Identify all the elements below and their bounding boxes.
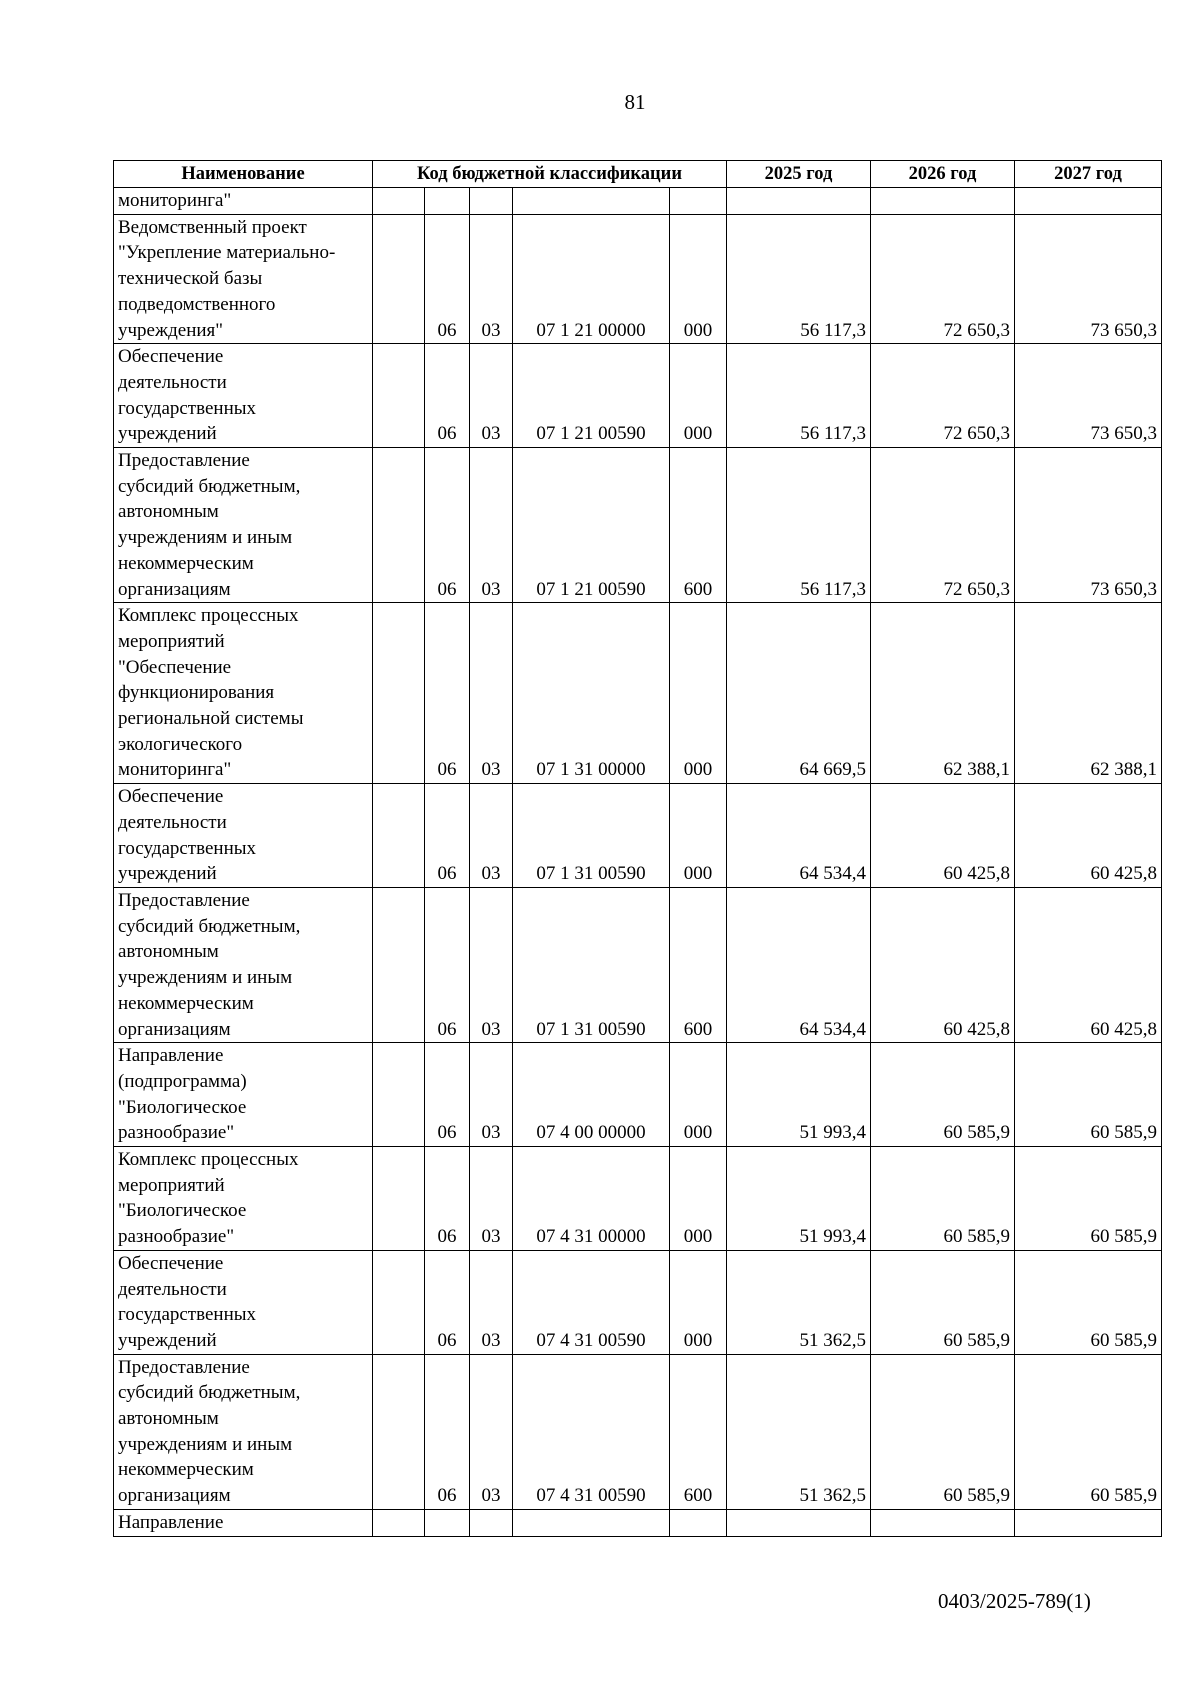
cell-2025 xyxy=(727,188,871,215)
header-2027: 2027 год xyxy=(1015,161,1162,188)
cell-name: Комплекс процессных мероприятий "Обеспечение функционирования региональной системы экологического мониторинга" xyxy=(114,603,373,784)
header-2026: 2026 год xyxy=(871,161,1015,188)
cell-code-target xyxy=(513,1509,670,1536)
cell-name: Предоставление субсидий бюджетным, автономным учреждениям и иным некоммерческим организациям xyxy=(114,448,373,603)
cell-code-section: 06 xyxy=(425,1147,470,1251)
cell-2025: 51 993,4 xyxy=(727,1043,871,1147)
table-row xyxy=(114,603,1162,784)
cell-code-section: 06 xyxy=(425,1354,470,1509)
cell-2027: 60 585,9 xyxy=(1015,1250,1162,1354)
cell-2027: 60 585,9 xyxy=(1015,1147,1162,1251)
cell-2026: 60 585,9 xyxy=(871,1147,1015,1251)
cell-code-subsection: 03 xyxy=(470,784,513,888)
cell-name: мониторинга" xyxy=(114,188,373,215)
cell-code-1 xyxy=(373,887,425,1042)
cell-code-expense-type: 000 xyxy=(670,1250,727,1354)
cell-code-target: 07 1 31 00590 xyxy=(513,784,670,888)
cell-name: Комплекс процессных мероприятий "Биологическое разнообразие" xyxy=(114,1147,373,1251)
cell-2026 xyxy=(871,1509,1015,1536)
cell-code-section: 06 xyxy=(425,214,470,344)
cell-2025: 64 669,5 xyxy=(727,603,871,784)
cell-name: Обеспечение деятельности государственных учреждений xyxy=(114,1250,373,1354)
cell-code-subsection: 03 xyxy=(470,448,513,603)
cell-code-1 xyxy=(373,1147,425,1251)
cell-code-1 xyxy=(373,1509,425,1536)
cell-code-target: 07 1 21 00590 xyxy=(513,448,670,603)
header-2025: 2025 год xyxy=(727,161,871,188)
table-row xyxy=(114,887,1162,1042)
cell-2026: 60 425,8 xyxy=(871,887,1015,1042)
cell-2027: 73 650,3 xyxy=(1015,344,1162,448)
cell-2027 xyxy=(1015,1509,1162,1536)
cell-code-1 xyxy=(373,214,425,344)
cell-code-subsection: 03 xyxy=(470,603,513,784)
cell-name: Направление (подпрограмма) "Биологическое разнообразие" xyxy=(114,1043,373,1147)
cell-2025: 51 362,5 xyxy=(727,1250,871,1354)
cell-code-1 xyxy=(373,603,425,784)
header-code: Код бюджетной классификации xyxy=(373,161,727,188)
cell-code-1 xyxy=(373,1250,425,1354)
cell-code-target: 07 4 31 00000 xyxy=(513,1147,670,1251)
cell-code-subsection xyxy=(470,1509,513,1536)
cell-code-section: 06 xyxy=(425,784,470,888)
cell-code-target: 07 1 31 00000 xyxy=(513,603,670,784)
cell-code-subsection: 03 xyxy=(470,1354,513,1509)
page-number: 81 xyxy=(624,90,646,114)
cell-code-target: 07 4 00 00000 xyxy=(513,1043,670,1147)
table-row xyxy=(114,448,1162,603)
cell-code-subsection: 03 xyxy=(470,1250,513,1354)
cell-2026: 60 585,9 xyxy=(871,1043,1015,1147)
cell-2027 xyxy=(1015,188,1162,215)
cell-code-target: 07 1 21 00590 xyxy=(513,344,670,448)
cell-code-1 xyxy=(373,1043,425,1147)
cell-name: Обеспечение деятельности государственных учреждений xyxy=(114,344,373,448)
cell-code-expense-type xyxy=(670,188,727,215)
cell-2027: 60 585,9 xyxy=(1015,1354,1162,1509)
cell-2025: 56 117,3 xyxy=(727,448,871,603)
cell-2025 xyxy=(727,1509,871,1536)
cell-code-subsection: 03 xyxy=(470,1043,513,1147)
cell-2027: 73 650,3 xyxy=(1015,214,1162,344)
cell-code-1 xyxy=(373,784,425,888)
cell-2025: 64 534,4 xyxy=(727,784,871,888)
cell-code-section: 06 xyxy=(425,603,470,784)
cell-code-expense-type xyxy=(670,1509,727,1536)
cell-2027: 73 650,3 xyxy=(1015,448,1162,603)
cell-code-expense-type: 000 xyxy=(670,214,727,344)
cell-2026: 62 388,1 xyxy=(871,603,1015,784)
cell-code-subsection: 03 xyxy=(470,887,513,1042)
table-row xyxy=(114,214,1162,344)
cell-2026: 72 650,3 xyxy=(871,344,1015,448)
table-header-row xyxy=(114,161,1162,188)
cell-code-target: 07 4 31 00590 xyxy=(513,1354,670,1509)
cell-code-subsection xyxy=(470,188,513,215)
cell-code-section xyxy=(425,1509,470,1536)
cell-code-1 xyxy=(373,188,425,215)
cell-code-section: 06 xyxy=(425,887,470,1042)
cell-2026: 60 425,8 xyxy=(871,784,1015,888)
table-row xyxy=(114,1043,1162,1147)
header-name: Наименование xyxy=(114,161,373,188)
cell-code-expense-type: 000 xyxy=(670,1147,727,1251)
cell-2027: 60 585,9 xyxy=(1015,1043,1162,1147)
cell-2026: 60 585,9 xyxy=(871,1354,1015,1509)
cell-code-section xyxy=(425,188,470,215)
cell-2026: 72 650,3 xyxy=(871,448,1015,603)
cell-2027: 60 425,8 xyxy=(1015,784,1162,888)
cell-code-target xyxy=(513,188,670,215)
cell-code-section: 06 xyxy=(425,1043,470,1147)
cell-code-subsection: 03 xyxy=(470,1147,513,1251)
table-row xyxy=(114,344,1162,448)
cell-2027: 60 425,8 xyxy=(1015,887,1162,1042)
cell-code-expense-type: 000 xyxy=(670,344,727,448)
cell-2027: 62 388,1 xyxy=(1015,603,1162,784)
cell-name: Ведомственный проект "Укрепление материально-технической базы подведомственного учреждения" xyxy=(114,214,373,344)
cell-code-expense-type: 000 xyxy=(670,784,727,888)
table-row xyxy=(114,784,1162,888)
cell-code-expense-type: 000 xyxy=(670,603,727,784)
cell-2026: 60 585,9 xyxy=(871,1250,1015,1354)
cell-code-expense-type: 000 xyxy=(670,1043,727,1147)
table-row xyxy=(114,1354,1162,1509)
cell-2026: 72 650,3 xyxy=(871,214,1015,344)
cell-name: Обеспечение деятельности государственных учреждений xyxy=(114,784,373,888)
cell-code-section: 06 xyxy=(425,448,470,603)
table-row xyxy=(114,1147,1162,1251)
table-row xyxy=(114,188,1162,215)
cell-code-1 xyxy=(373,1354,425,1509)
cell-code-subsection: 03 xyxy=(470,344,513,448)
cell-2025: 64 534,4 xyxy=(727,887,871,1042)
table-row xyxy=(114,1509,1162,1536)
cell-name: Предоставление субсидий бюджетным, автономным учреждениям и иным некоммерческим организациям xyxy=(114,887,373,1042)
budget-table xyxy=(113,160,1162,1537)
cell-2025: 51 993,4 xyxy=(727,1147,871,1251)
table-row xyxy=(114,1250,1162,1354)
cell-2025: 56 117,3 xyxy=(727,214,871,344)
cell-code-target: 07 1 31 00590 xyxy=(513,887,670,1042)
cell-code-section: 06 xyxy=(425,344,470,448)
cell-code-subsection: 03 xyxy=(470,214,513,344)
cell-code-section: 06 xyxy=(425,1250,470,1354)
table-body xyxy=(114,188,1162,1537)
cell-2025: 51 362,5 xyxy=(727,1354,871,1509)
document-number: 0403/2025-789(1) xyxy=(938,1589,1091,1613)
cell-code-target: 07 4 31 00590 xyxy=(513,1250,670,1354)
cell-code-expense-type: 600 xyxy=(670,887,727,1042)
cell-2025: 56 117,3 xyxy=(727,344,871,448)
cell-name: Предоставление субсидий бюджетным, автономным учреждениям и иным некоммерческим организациям xyxy=(114,1354,373,1509)
cell-name: Направление xyxy=(114,1509,373,1536)
cell-code-1 xyxy=(373,448,425,603)
cell-code-1 xyxy=(373,344,425,448)
cell-code-target: 07 1 21 00000 xyxy=(513,214,670,344)
cell-2026 xyxy=(871,188,1015,215)
cell-code-expense-type: 600 xyxy=(670,1354,727,1509)
cell-code-expense-type: 600 xyxy=(670,448,727,603)
